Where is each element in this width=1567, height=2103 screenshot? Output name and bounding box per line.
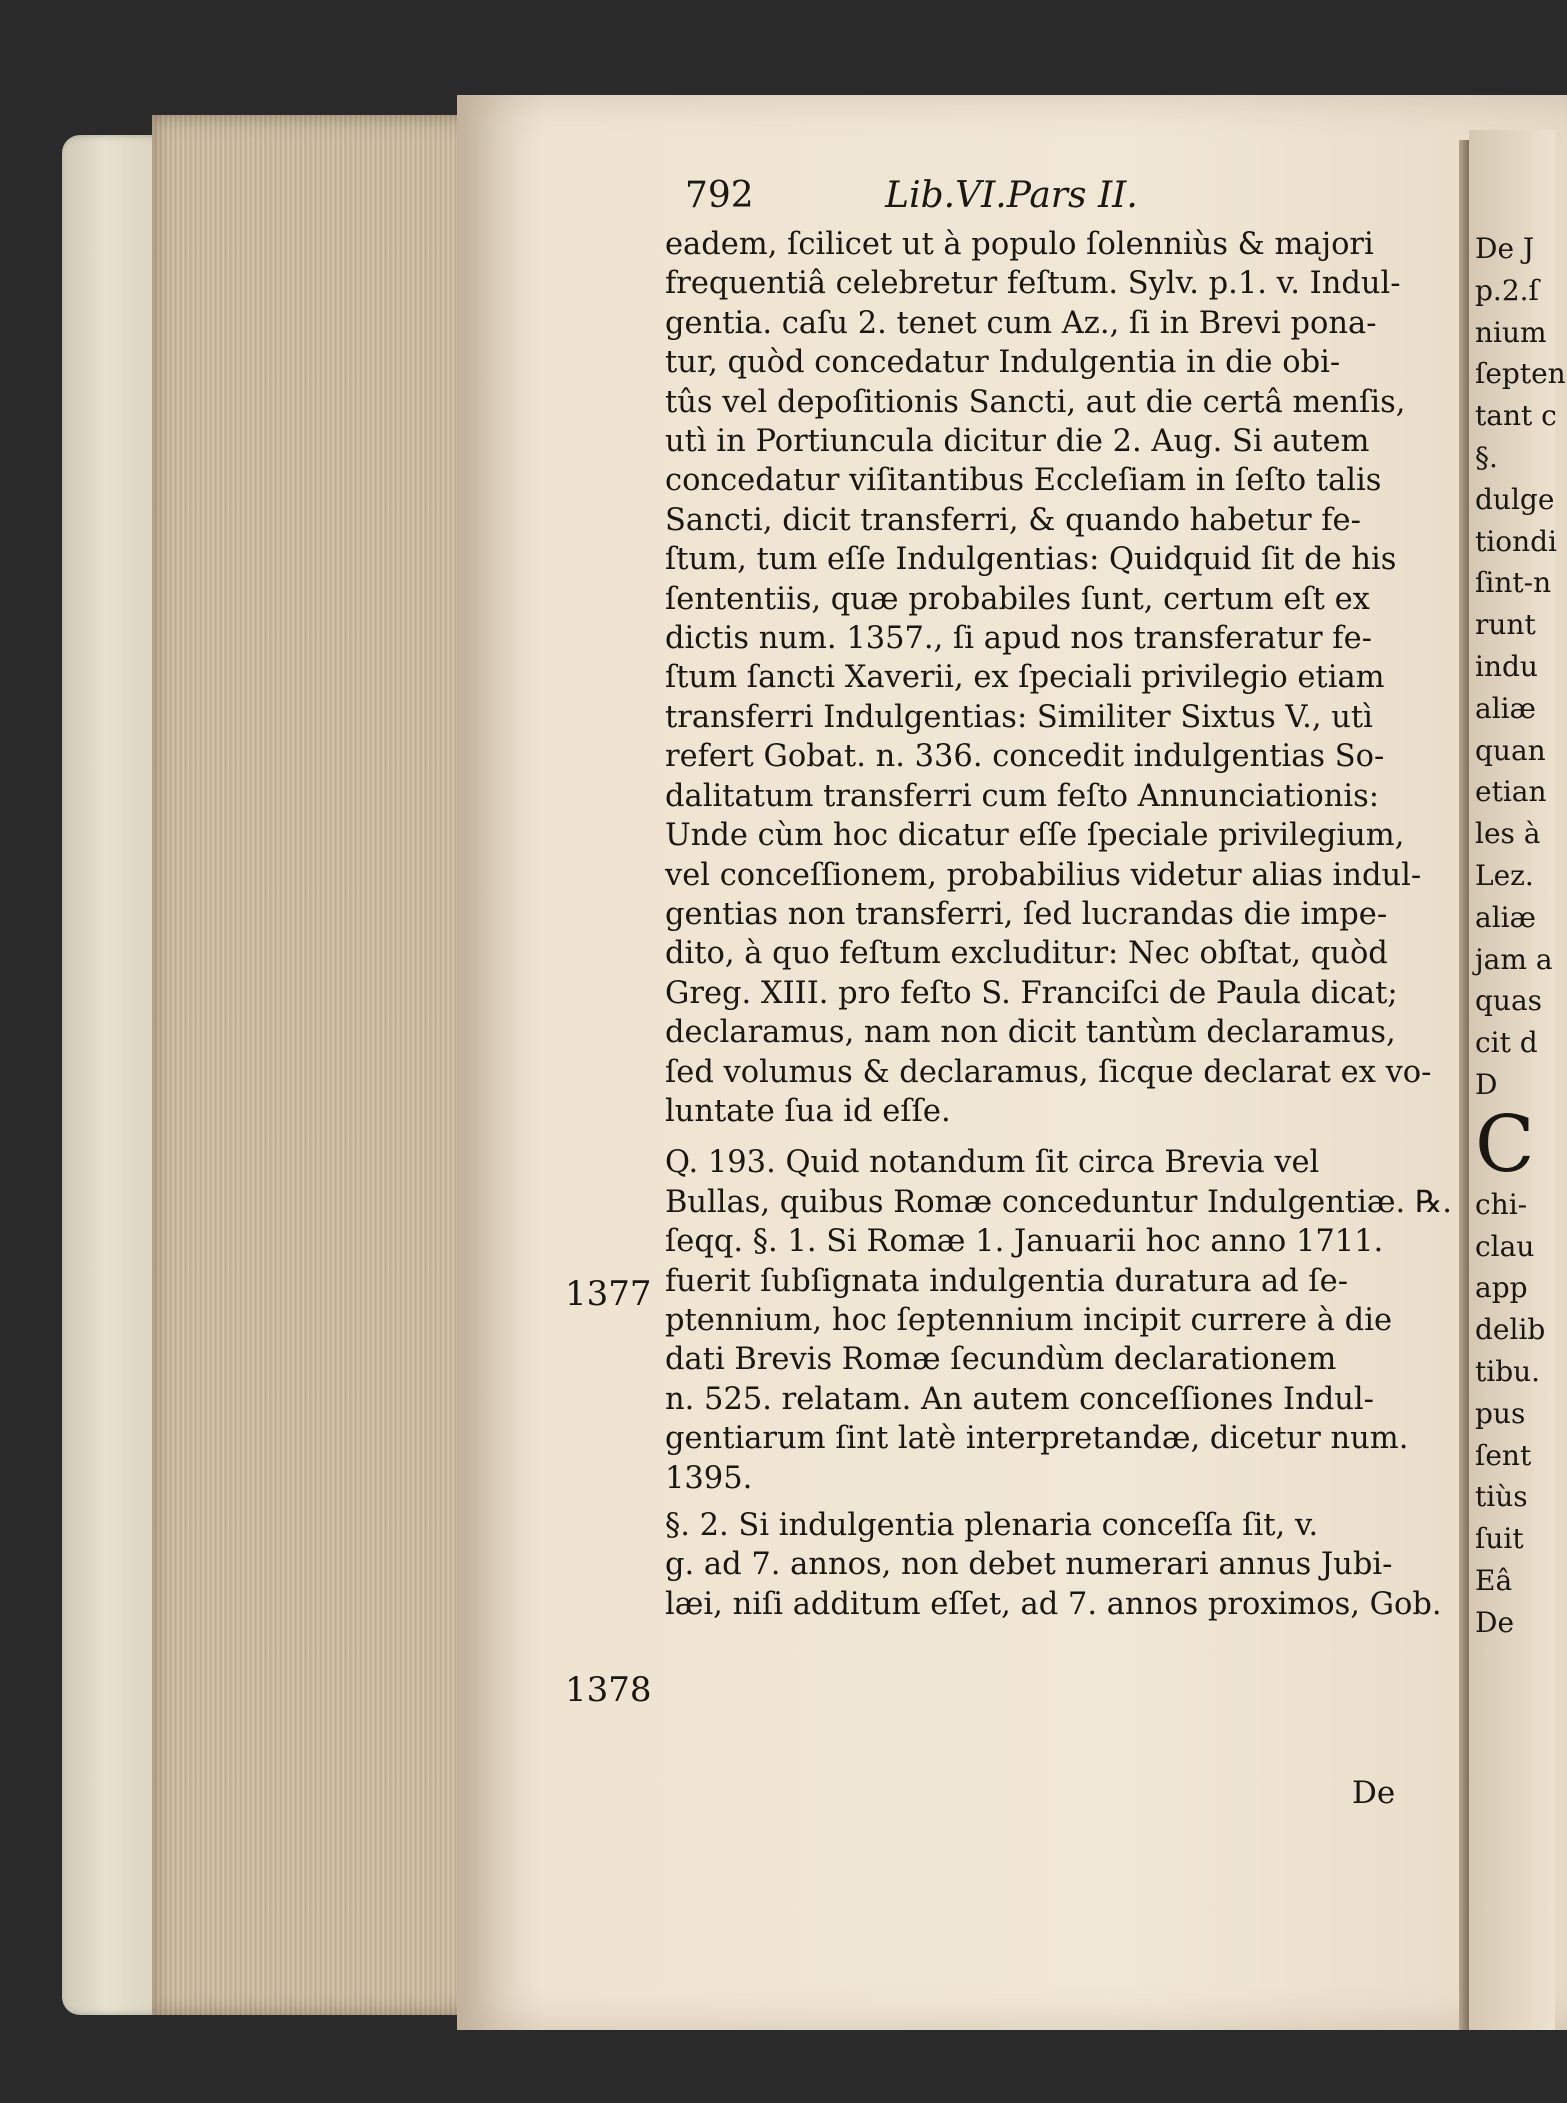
running-title: Lib.VI.Pars II. — [885, 175, 1138, 216]
fragment-line: Lez. — [1475, 858, 1534, 892]
fragment-line: quan — [1475, 733, 1546, 767]
fragment-line: tiondi — [1475, 524, 1557, 558]
text-line: frequentiâ celebretur feſtum. Sylv. p.1. v. Indul- — [665, 266, 1401, 302]
fragment-line: De J — [1475, 232, 1535, 265]
fragment-line: delib — [1475, 1313, 1546, 1347]
text-line: tûs vel depoſitionis Sancti, aut die certâ menſis, — [665, 384, 1406, 420]
fragment-line: tiùs — [1475, 1480, 1528, 1514]
text-line: ſtum, tum eſſe Indulgentias: Quidquid ſit de his — [665, 542, 1397, 578]
fragment-line: nium — [1475, 315, 1547, 349]
fragment-line: ſent — [1475, 1438, 1532, 1472]
text-line: eadem, ſcilicet ut à populo ſolenniùs & majori — [665, 227, 1374, 262]
fragment-line: dulge — [1475, 482, 1555, 516]
page-header — [685, 175, 1335, 216]
text-line: ſed volumus & declaramus, ſicque declarat ex vo- — [665, 1054, 1432, 1090]
text-line: Bullas, quibus Romæ conceduntur Indulgentiæ. ℞. — [665, 1184, 1452, 1220]
catchword: De — [1352, 1775, 1396, 1811]
fragment-line: ſint-n — [1475, 566, 1552, 600]
fragment-line: p.2.ſ — [1475, 273, 1539, 307]
text-line: dito, à quo feſtum excluditur: Nec obſtat, quòd — [665, 936, 1388, 972]
margin-number-1377: 1377 — [565, 1274, 652, 1314]
text-line: concedatur viſitantibus Eccleſiam in ſeſto talis — [665, 463, 1382, 499]
text-line: tur, quòd concedatur Indulgentia in die obi- — [665, 345, 1341, 381]
margin-number-1378: 1378 — [565, 1670, 652, 1710]
text-line: Greg. XIII. pro feſto S. Franciſci de Paula dicat; — [665, 975, 1398, 1011]
fragment-line: chi- — [1475, 1187, 1528, 1221]
fragment-line: app — [1475, 1271, 1528, 1305]
fragment-line: aliæ — [1475, 691, 1536, 725]
text-line: vel conceſſionem, probabilius videtur alias indul- — [665, 857, 1422, 893]
text-line: transferri Indulgentias: Similiter Sixtus V., utì — [665, 699, 1373, 735]
text-line: ſententiis, quæ probabiles ſunt, certum eſt ex — [665, 581, 1370, 617]
text-line: luntate ſua id eſſe. — [665, 1093, 951, 1129]
fragment-line: les à — [1475, 817, 1541, 851]
main-text — [665, 225, 1452, 1624]
text-line: declaramus, nam non dicit tantùm declaramus, — [665, 1015, 1396, 1051]
text-line: Unde cùm hoc dicatur eſſe ſpeciale privilegium, — [665, 818, 1405, 854]
text-line: ſtum ſancti Xaverii, ex ſpeciali privilegio etiam — [665, 660, 1385, 696]
fragment-line: ſepten — [1475, 357, 1566, 391]
text-line: 1395. — [665, 1460, 753, 1496]
text-line: gentias non transferri, ſed lucrandas die impe- — [665, 896, 1388, 932]
fragment-line: jam a — [1475, 942, 1553, 976]
fragment-line: quas — [1475, 984, 1543, 1018]
fragment-line: tant c — [1475, 399, 1557, 433]
text-line: g. ad 7. annos, non debet numerari annus Jubi- — [665, 1547, 1393, 1583]
text-line: dati Brevis Romæ ſecundùm declarationem — [665, 1342, 1337, 1378]
fragment-line: D — [1475, 1067, 1498, 1101]
fragment-line: runt — [1475, 608, 1536, 642]
body-paragraph — [665, 225, 1432, 1131]
section-1377 — [665, 1143, 1452, 1498]
text-line: dictis num. 1357., ſi apud nos transferatur fe- — [665, 621, 1372, 657]
text-line: refert Gobat. n. 336. concedit indulgentias So- — [665, 739, 1385, 775]
text-line: ptennium, hoc ſeptennium incipit currere à die — [665, 1302, 1393, 1338]
text-line: fuerit ſubſignata indulgentia duratura ad ſe- — [665, 1263, 1349, 1299]
fragment-line: cit d — [1475, 1026, 1538, 1060]
fragment-line: De — [1475, 1605, 1515, 1639]
text-line: gentiarum ſint latè interpretandæ, dicetur num. — [665, 1421, 1409, 1457]
text-line: ſeqq. §. 1. Si Romæ 1. Januarii hoc anno 1711. — [665, 1224, 1384, 1260]
fragment-line: clau — [1475, 1229, 1535, 1263]
fragment-line: etian — [1475, 775, 1547, 809]
fragment-line: C — [1475, 1099, 1535, 1190]
fragment-line: §. — [1475, 440, 1498, 474]
section-1378 — [665, 1506, 1442, 1624]
fragment-line: ſuit — [1475, 1522, 1524, 1556]
fragment-line: tibu. — [1475, 1354, 1541, 1388]
fragment-line: aliæ — [1475, 900, 1536, 934]
fragment-line: pus — [1475, 1396, 1526, 1430]
text-line: §. 2. Si indulgentia plenaria conceſſa ſit, v. — [665, 1508, 1319, 1543]
text-line: n. 525. relatam. An autem conceſſiones Indul- — [665, 1381, 1374, 1417]
fragment-line: indu — [1475, 649, 1538, 683]
text-line: læi, niſi additum eſſet, ad 7. annos proximos, Gob. — [665, 1586, 1442, 1622]
text-line: Q. 193. Quid notandum ſit circa Brevia vel — [665, 1145, 1320, 1181]
text-line: dalitatum transferri cum feſto Annunciationis: — [665, 778, 1380, 814]
page-number: 792 — [685, 175, 754, 216]
text-line: Sancti, dicit transferri, & quando habetur fe- — [665, 502, 1361, 538]
fragment-line: Eâ — [1475, 1563, 1513, 1597]
text-line: utì in Portiuncula dicitur die 2. Aug. Si autem — [665, 424, 1370, 460]
next-page-text — [1475, 228, 1566, 1644]
text-line: gentia. caſu 2. tenet cum Az., ſi in Brevi pona- — [665, 305, 1377, 341]
